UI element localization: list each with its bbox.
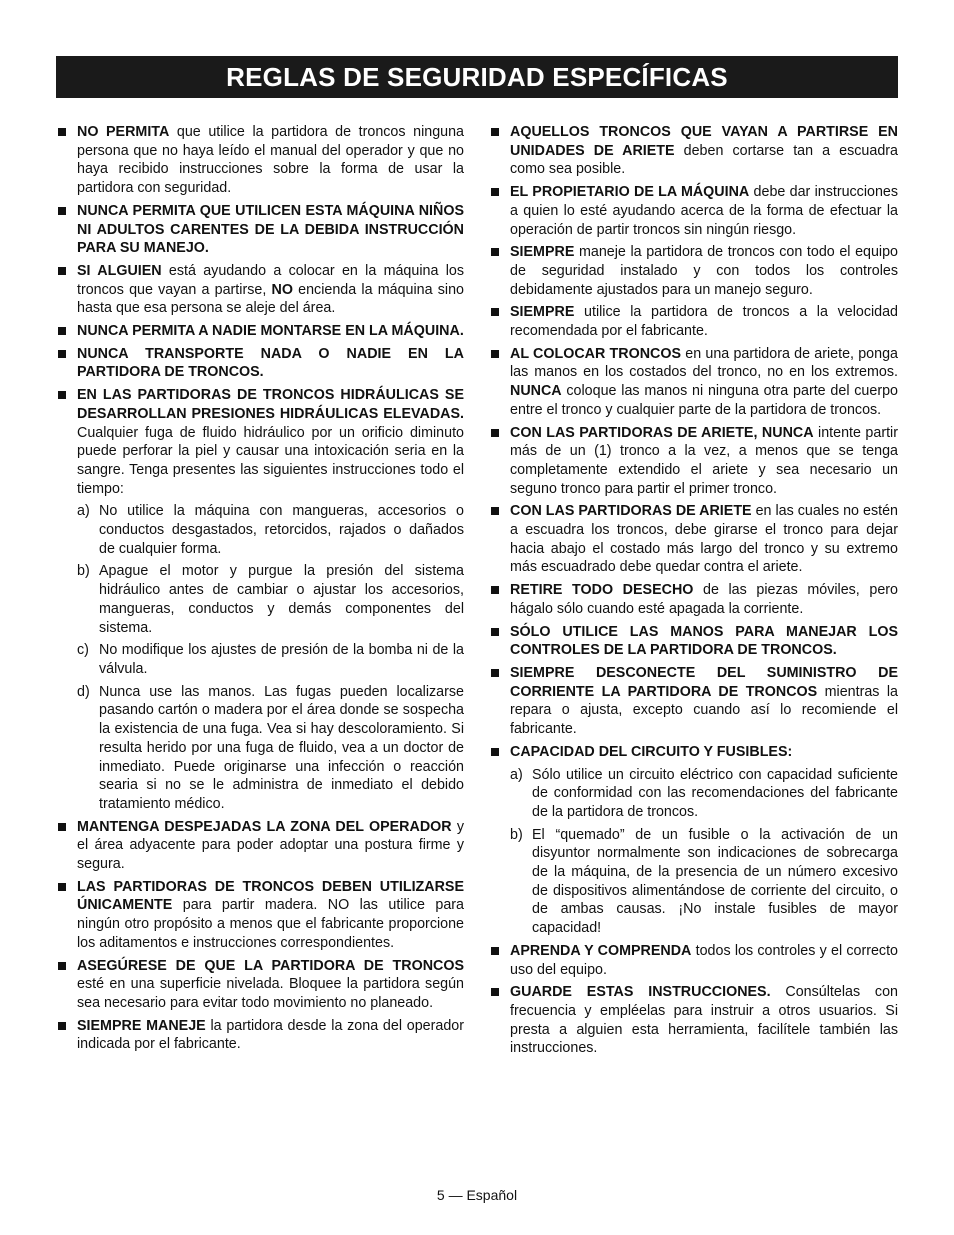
sub-letter: b) xyxy=(510,826,523,843)
bullet-icon xyxy=(58,1022,66,1030)
rule-text: en una partidora de ariete, ponga las manos en los costados del tronco, no en los extremos. xyxy=(510,345,898,381)
bullet-icon xyxy=(58,823,66,831)
bullet-icon xyxy=(491,308,499,316)
bullet-icon xyxy=(491,748,499,756)
rule-emphasis: AL COLOCAR TRONCOS xyxy=(510,345,682,362)
sub-letter: a) xyxy=(77,503,90,520)
sub-text: Sólo utilice un circuito eléctrico con capacidad suficiente de conformidad con las recomendaciones del fabricante de la partidora de troncos. xyxy=(532,766,898,820)
bullet-icon xyxy=(58,267,66,275)
bullet-icon xyxy=(491,429,499,437)
rule-item xyxy=(489,743,898,762)
left-column xyxy=(56,123,464,1058)
rule-emphasis: SIEMPRE DESCONECTE DEL SUMINISTRO DE CORRIENTE LA PARTIDORA DE TRONCOS xyxy=(510,664,898,700)
rule-text: de las piezas móviles, pero hágalo sólo cuando esté apagada la corriente. xyxy=(510,582,898,617)
rule-item xyxy=(489,243,898,299)
page-title: REGLAS DE SEGURIDAD ESPECÍFICAS xyxy=(226,61,728,92)
bullet-icon xyxy=(491,128,499,136)
sub-text: Nunca use las manos. Las fugas pueden localizarse pasando cartón o madera por el área donde se sospecha la existencia de una fuga. Vea si hay descoloramiento. Si resulta herido por una fuga de fluido, vea a un doctor de inmediato. Puede originarse una infección o reacción searia si no se le administra de inmediato el debido tratamiento médico. xyxy=(99,683,464,812)
rule-text: debe dar instrucciones a quien lo esté ayudando acerca de la forma de efectuar la operación de partir troncos sin ningún riesgo. xyxy=(510,184,899,238)
rule-text: deben cortarse tan a escuadra como sea posible. xyxy=(510,142,898,178)
rule-item xyxy=(489,123,898,179)
bullet-icon xyxy=(491,188,499,196)
rule-emphasis: NUNCA PERMITA A NADIE MONTARSE EN LA MÁQUINA. xyxy=(77,323,464,340)
rule-emphasis: AQUELLOS TRONCOS QUE VAYAN A PARTIRSE EN UNIDADES DE ARIETE xyxy=(510,124,898,159)
rule-emphasis: CON LAS PARTIDORAS DE ARIETE xyxy=(510,503,752,520)
bullet-icon xyxy=(491,586,499,594)
sub-letter: d) xyxy=(77,683,90,700)
rule-emphasis: SI ALGUIEN xyxy=(77,262,162,279)
rule-text: Cualquier fuga de fluido hidráulico por un orificio diminuto puede perforar la piel y causar una intoxicación seria en la sangre. Tenga presentes las siguientes instrucciones todo el tiempo: xyxy=(77,424,464,497)
rule-text: intente partir más de un (1) tronco a la vez, a menos que se tenga completamente extendido el ariete y sea necesario un seguno tronco para partir el primer tronco. xyxy=(510,424,898,497)
sub-item xyxy=(77,562,464,637)
rule-emphasis: ASEGÚRESE DE QUE LA PARTIDORA DE TRONCOS xyxy=(77,957,464,974)
rule-text: está ayudando a colocar en la máquina los troncos que vayan a partirse, xyxy=(77,262,464,298)
rule-item xyxy=(56,878,464,953)
rule-text: esté en una superficie nivelada. Bloquee la partidora según sea necesario para evitar todo movimiento no planeado. xyxy=(77,976,464,1011)
right-column xyxy=(489,123,898,1062)
rule-emphasis: CAPACIDAD DEL CIRCUITO Y FUSIBLES: xyxy=(510,743,793,760)
sub-letter: b) xyxy=(77,563,90,580)
sub-item xyxy=(510,826,898,938)
rule-emphasis: EN LAS PARTIDORAS DE TRONCOS HIDRÁULICAS SE DESARROLLAN PRESIONES HIDRÁULICAS ELEVADAS. xyxy=(77,387,464,422)
sub-item xyxy=(77,641,464,678)
rule-item xyxy=(489,983,898,1058)
bullet-icon xyxy=(491,669,499,677)
rule-emphasis: MANTENGA DESPEJADAS LA ZONA DEL OPERADOR xyxy=(77,818,452,835)
rule-item xyxy=(489,623,898,660)
rule-item xyxy=(56,1017,464,1054)
rule-item xyxy=(489,581,898,618)
title-bar xyxy=(56,56,898,98)
rule-emphasis: SIEMPRE MANEJE xyxy=(77,1017,206,1034)
sub-text: No utilice la máquina con mangueras, accesorios o conductos desgastados, retorcidos, rajados o dañados de cualquier forma. xyxy=(99,503,464,557)
rule-emphasis: APRENDA Y COMPRENDA xyxy=(510,942,692,959)
rule-text: utilice la partidora de troncos a la velocidad recomendada por el fabricante. xyxy=(510,304,898,340)
rule-text: la partidora desde la zona del operador indicada por el fabricante. xyxy=(77,1017,464,1053)
rule-emphasis: NUNCA TRANSPORTE NADA O NADIE EN LA PARTIDORA DE TRONCOS. xyxy=(77,345,464,381)
rule-emphasis: NO xyxy=(271,281,293,298)
rule-emphasis: NO PERMITA xyxy=(77,124,170,140)
rule-item xyxy=(489,303,898,340)
rule-emphasis: SIEMPRE xyxy=(510,244,575,261)
bullet-icon xyxy=(491,628,499,636)
rule-item xyxy=(56,202,464,258)
sub-letter: a) xyxy=(510,766,523,783)
rule-item xyxy=(56,123,464,198)
rule-item xyxy=(56,345,464,382)
bullet-icon xyxy=(491,248,499,256)
rule-item xyxy=(489,942,898,979)
rule-emphasis: EL PROPIETARIO DE LA MÁQUINA xyxy=(510,184,750,201)
sub-item xyxy=(510,766,898,822)
bullet-icon xyxy=(491,988,499,996)
rule-emphasis: GUARDE ESTAS INSTRUCCIONES. xyxy=(510,984,771,1001)
rule-text: coloque las manos ni ninguna otra parte del cuerpo entre el tronco y cualquier parte de la partidora de troncos. xyxy=(510,383,898,418)
sub-text: El “quemado” de un fusible o la activación de un disyuntor normalmente son indicaciones de sobrecarga de la máquina, de la presencia de un número excesivo de dispositivos alimentándose de corriente del circuito, o de ambas causas. ¡No instale fusibles de mayor capacidad! xyxy=(532,826,898,937)
rule-item xyxy=(489,345,898,420)
bullet-icon xyxy=(58,128,66,136)
bullet-icon xyxy=(58,883,66,891)
bullet-icon xyxy=(58,962,66,970)
bullet-icon xyxy=(58,207,66,215)
bullet-icon xyxy=(58,391,66,399)
rule-item xyxy=(489,424,898,499)
rule-emphasis: SIEMPRE xyxy=(510,304,575,321)
rule-item xyxy=(56,957,464,1013)
rule-text: para partir madera. NO las utilice para ningún otro propósito a menos que el fabricante proporcione los aditamentos e instrucciones correspondientes. xyxy=(77,897,464,951)
rule-text: maneje la partidora de troncos con todo el equipo de seguridad instalado y con todos los controles debidamente ajustados para un manejo seguro. xyxy=(510,244,898,298)
rule-emphasis: NUNCA PERMITA QUE UTILICEN ESTA MÁQUINA NIÑOS NI ADULTOS CARENTES DE LA DEBIDA INSTRUCCIÓN PARA SU MANEJO. xyxy=(77,202,464,257)
rule-text: en las cuales no estén a escuadra los troncos, debe girarse el tronco para dejar hacia abajo el costado más largo del tronco y su extremo más escuadrado debe quedar contra el ariete. xyxy=(510,503,898,576)
rule-item xyxy=(56,262,464,318)
sub-letter: c) xyxy=(77,642,89,659)
rule-text: mientras la repara o ajusta, excepto cuando así lo recomiende el fabricante. xyxy=(510,683,898,738)
page-footer: 5 — Español xyxy=(436,1187,518,1203)
rule-item xyxy=(56,386,464,498)
bullet-icon xyxy=(58,327,66,335)
bullet-icon xyxy=(58,350,66,358)
sub-item xyxy=(77,683,464,814)
sub-text: No modifique los ajustes de presión de la bomba ni de la válvula. xyxy=(99,642,464,677)
rule-emphasis: RETIRE TODO DESECHO xyxy=(510,582,694,599)
rule-item xyxy=(56,818,464,874)
rule-text: que utilice la partidora de troncos ninguna persona que no haya leído el manual del operador y que no haya recibido instrucciones sobre la forma de usar la partidora con seguridad. xyxy=(77,124,464,197)
rule-emphasis: NUNCA xyxy=(510,383,562,400)
bullet-icon xyxy=(491,507,499,515)
rule-item xyxy=(56,322,464,341)
rule-item xyxy=(489,664,898,739)
bullet-icon xyxy=(491,350,499,358)
sub-text: Apague el motor y purgue la presión del sistema hidráulico antes de cambiar o ajustar los accesorios, mangueras, conductos y demás componentes del sistema. xyxy=(99,563,464,636)
rule-text: todos los controles y el correcto uso del equipo. xyxy=(510,942,898,978)
rule-item xyxy=(489,183,898,239)
rule-emphasis: SÓLO UTILICE LAS MANOS PARA MANEJAR LOS CONTROLES DE LA PARTIDORA DE TRONCOS. xyxy=(510,623,898,659)
rule-text: y el área adyacente para poder adoptar una postura firme y segura. xyxy=(77,818,464,873)
rule-text: Consúltelas con frecuencia y empléelas para instruir a otros usuarios. Si presta a alguien esta herramienta, facilítele también las instrucciones. xyxy=(510,984,898,1057)
sub-item xyxy=(77,502,464,558)
rule-item xyxy=(489,502,898,577)
rule-emphasis: LAS PARTIDORAS DE TRONCOS DEBEN UTILIZARSE ÚNICAMENTE xyxy=(77,878,464,914)
rule-emphasis: CON LAS PARTIDORAS DE ARIETE, NUNCA xyxy=(510,424,814,441)
rule-text: encienda la máquina sino hasta que esa persona se aleje del área. xyxy=(77,281,464,317)
bullet-icon xyxy=(491,947,499,955)
